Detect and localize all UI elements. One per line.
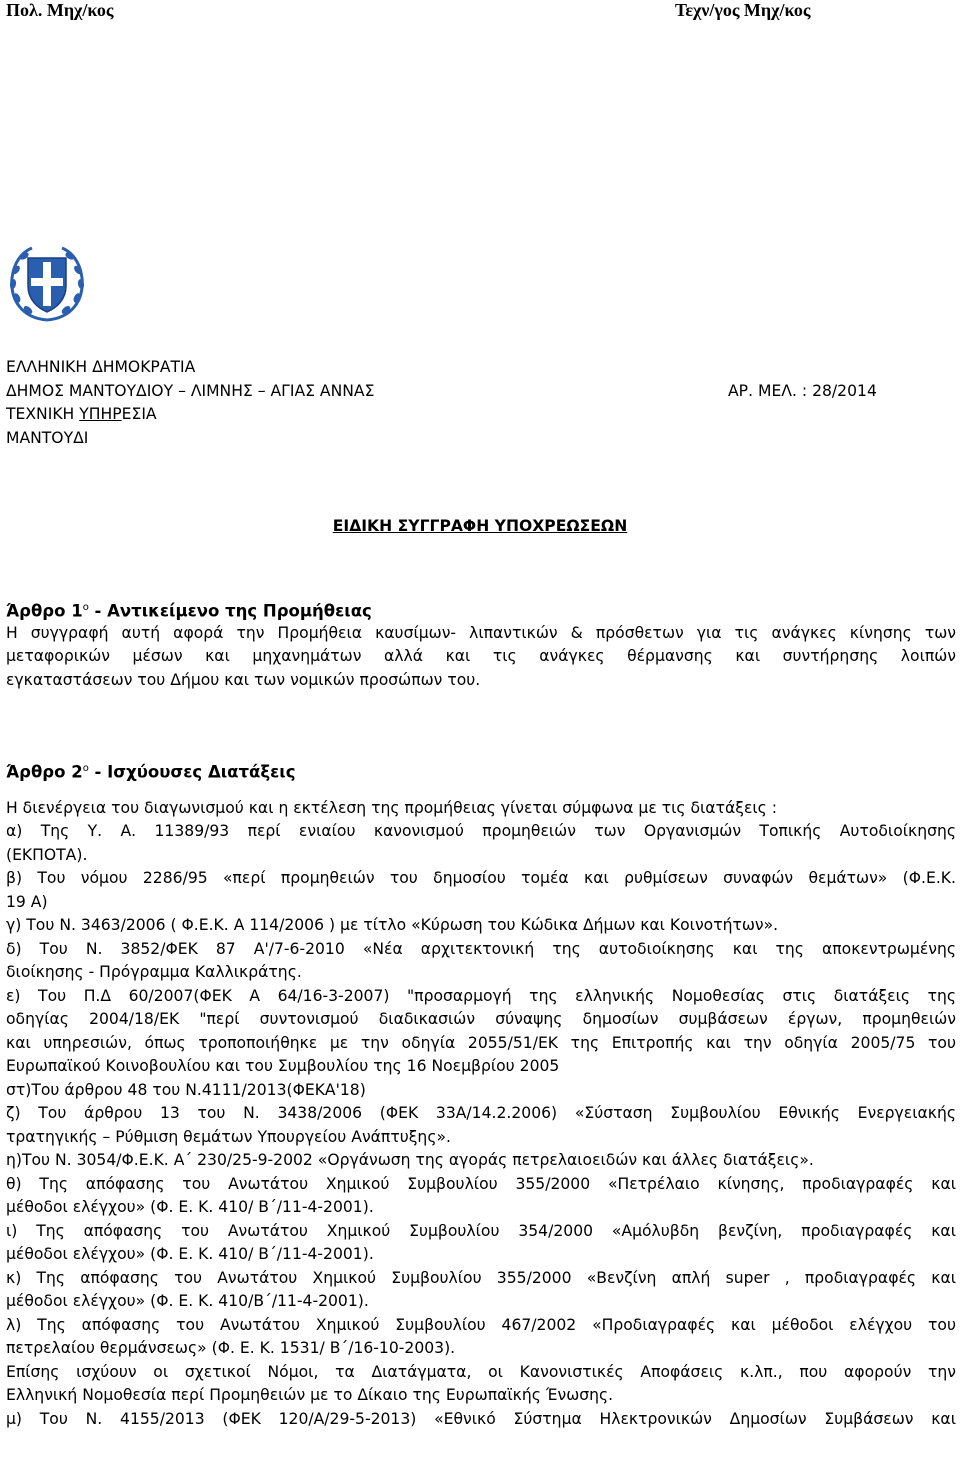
authority-block [6,356,956,450]
article-2-heading [6,757,956,781]
paragraph-line: εγκαταστάσεων του Δήμου και των νομικών προσώπων του. [6,670,481,689]
article-2-heading-pre: Άρθρο 2 [6,762,83,782]
paragraph-line: η)Του Ν. 3054/Φ.Ε.Κ. Α΄ 230/25-9-2002 «Οργάνωση της αγοράς πετρελαιοειδών και άλλες διατάξεις». [6,1151,814,1169]
paragraph-line: κ) Της απόφασης του Ανωτάτου Χημικού Συμβουλίου 355/2000 «Βενζίνη απλή super , προδιαγραφές και [6,1268,956,1287]
paragraph-line: θ) Της απόφασης του Ανωτάτου Χημικού Συμβουλίου 355/2000 «Πετρέλαιο κίνησης, προδιαγραφές και [6,1174,956,1193]
header-left: Πολ. Μηχ/κος [6,0,114,20]
greek-coat-of-arms-icon [4,240,90,326]
paragraph-line: β) Του νόμου 2286/95 «περί προμηθειών του δημοσίου τομέα και ρυθμίσεων συναφών θεμάτων» (Φ.Ε.Κ. [6,869,956,887]
article-1-heading-pre: Άρθρο 1 [6,601,83,621]
article-1 [6,596,956,692]
authority-line-3 [6,403,956,427]
paragraph-line: ζ) Του άρθρου 13 του Ν. 3438/2006 (ΦΕΚ 33Α/14.2.2006) «Σύσταση Συμβουλίου Εθνικής Ενεργειακής [6,1104,956,1122]
article-1-heading [6,596,956,620]
ar-mel: ΑΡ. ΜΕΛ. : 28/2014 [728,381,877,400]
authority-line-3-underlined: ΥΠΗΡ [79,405,122,423]
article-2-heading-sup: ο [82,763,89,774]
authority-line-3-a: ΤΕΧΝΙΚΗ [6,405,80,423]
authority-line-1: ΕΛΛΗΝΙΚΗ ΔΗΜΟΚΡΑΤΙΑ [6,358,196,376]
paragraph-line: τρατηγικής – Ρύθμιση θεμάτων Υπουργείου Ανάπτυξης». [6,1127,451,1146]
paragraph-line: μέθοδοι ελέγχου» (Φ. Ε. Κ. 410/Β΄/11-4-2001). [6,1292,369,1310]
article-2-body [6,797,956,1432]
paragraph-line: α) Της Υ. Α. 11389/93 περί ενιαίου κανονισμού προμηθειών των Οργανισμών Τοπικής Αυτοδιοίκησης [6,822,956,840]
paragraph-line: μέθοδοι ελέγχου» (Φ. Ε. Κ. 410/ Β΄/11-4-2001). [6,1198,374,1216]
authority-line-4: ΜΑΝΤΟΥΔΙ [6,428,89,447]
paragraph-line: γ) Του Ν. 3463/2006 ( Φ.Ε.Κ. Α 114/2006 ) με τίτλο «Κύρωση του Κώδικα Δήμων και Κοινοτήτων». [6,916,779,934]
article-2 [6,757,956,1431]
paragraph-line: Ελληνική Νομοθεσία περί Προμηθειών με το Δίκαιο της Ευρωπαϊκής Ένωσης. [6,1386,614,1404]
authority-line-3-c: ΕΣΙΑ [121,405,157,423]
paragraph-line: και υπηρεσιών, όπως τροποποιήθηκε με την οδηγία 2055/51/ΕΚ της Επιτροπής και την οδηγία 2005/75 του [6,1033,956,1052]
paragraph-line: μέθοδοι ελέγχου» (Φ. Ε. Κ. 410/ Β΄/11-4-2001). [6,1245,374,1263]
paragraph-line: ε) Του Π.Δ 60/2007(ΦΕΚ Α 64/16-3-2007) "προσαρμογή της ελληνικής Νομοθεσίας στις διατάξεις της [6,986,956,1005]
paragraph-line: 19 Α) [6,892,48,911]
paragraph-line: μ) Του Ν. 4155/2013 (ΦΕΚ 120/Α/29-5-2013) «Εθνικό Σύστημα Ηλεκτρονικών Δημοσίων Συμβάσεων και [6,1409,956,1428]
paragraph-line: (ΕΚΠΟΤΑ). [6,845,88,864]
paragraph-line: Η διενέργεια του διαγωνισμού και η εκτέλεση της προμήθειας γίνεται σύμφωνα με τις διατάξεις : [6,798,778,817]
paragraph-line: Επίσης ισχύουν οι σχετικοί Νόμοι, τα Διατάγματα, οι Κανονιστικές Αποφάσεις κ.λπ., που αφορούν την [6,1362,956,1381]
paragraph-line: μεταφορικών μέσων και μηχανημάτων αλλά και τις ανάγκες θέρμανσης και συντήρησης λοιπών [6,647,956,665]
header-right: Τεχν/γος Μηχ/κος [675,0,811,20]
paragraph-line: ι) Της απόφασης του Ανωτάτου Χημικού Συμβουλίου 354/2000 «Αμόλυβδη βενζίνη, προδιαγραφές και [6,1221,956,1240]
paragraph-line: διοίκησης - Πρόγραμμα Καλλικράτης. [6,963,302,981]
article-2-heading-post: - Ισχύουσες Διατάξεις [88,762,296,782]
paragraph-line: λ) Της απόφασης του Ανωτάτου Χημικού Συμβουλίου 467/2002 «Προδιαγραφές και μέθοδοι ελέγχου του [6,1315,956,1334]
authority-line-2: ΔΗΜΟΣ ΜΑΝΤΟΥΔΙΟΥ – ΛΙΜΝΗΣ – ΑΓΙΑΣ ΑΝΝΑΣ [6,381,375,400]
paragraph-line: Ευρωπαϊκού Κοινοβουλίου και του Συμβουλίου της 16 Νοεμβρίου 2005 [6,1057,560,1075]
paragraph-line: δ) Του Ν. 3852/ΦΕΚ 87 Α'/7-6-2010 «Νέα αρχιτεκτονική της αυτοδιοίκησης και της αποκεντρωμένης [6,939,956,958]
document-title: ΕΙΔΙΚΗ ΣΥΓΓΡΑΦΗ ΥΠΟΧΡΕΩΣΕΩΝ [332,517,628,535]
article-1-body [6,622,956,693]
article-1-heading-sup: ο [82,602,89,613]
paragraph-line: πετρελαίου θερμάνσεως» (Φ. Ε. Κ. 1531/ Β΄/16-10-2003). [6,1339,456,1357]
article-1-heading-post: - Αντικείμενο της Προμήθειας [88,601,372,621]
paragraph-line: οδηγίας 2004/18/ΕΚ "περί συντονισμού διαδικασιών σύναψης δημοσίων συμβάσεων έργων, προμηθειών [6,1010,956,1028]
paragraph-line: Η συγγραφή αυτή αφορά την Προμήθεια καυσίμων- λιπαντικών & πρόσθετων για τις ανάγκες κίνησης των [6,623,956,642]
paragraph-line: στ)Του άρθρου 48 του Ν.4111/2013(ΦΕΚΑ'18) [6,1080,366,1099]
